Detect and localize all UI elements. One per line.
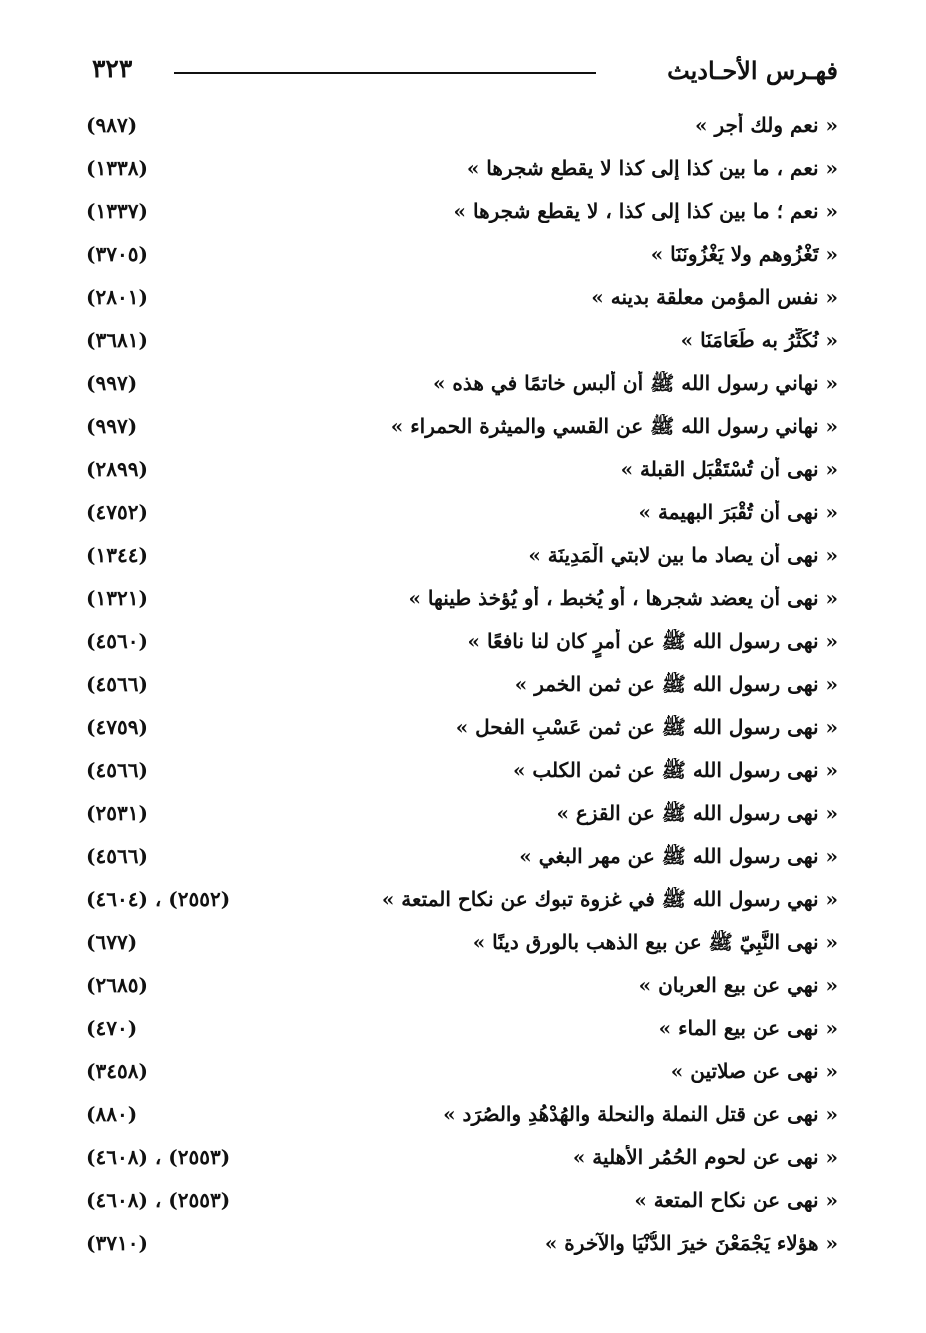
hadith-text: « نهاني رسول الله ﷺ عن القسي والميثرة الحمراء » bbox=[390, 414, 838, 438]
hadith-number-ref: (٤٧٥٩) bbox=[86, 715, 148, 739]
hadith-number-ref: (٤٥٦٦) bbox=[86, 844, 148, 868]
hadith-number-ref: (٣٤٥٨) bbox=[86, 1059, 148, 1083]
hadith-number-ref: (٤٧٥٢) bbox=[86, 500, 148, 524]
hadith-number-ref: (٣٧١٠) bbox=[86, 1231, 148, 1255]
hadith-number-ref: (٩٩٧) bbox=[86, 371, 138, 395]
hadith-number-ref: (٢٥٥٣) ، (٤٦٠٨) bbox=[86, 1188, 231, 1212]
hadith-number-ref: (٢٥٣١) bbox=[86, 801, 148, 825]
hadith-text: « نهي رسول الله ﷺ في غزوة تبوك عن نكاح المتعة » bbox=[381, 887, 838, 911]
index-entry bbox=[86, 320, 838, 363]
index-entry bbox=[86, 406, 838, 449]
hadith-text: « نهى عن بيع الماء » bbox=[658, 1016, 838, 1040]
hadith-text: « نهى عن صلاتين » bbox=[670, 1059, 838, 1083]
index-entry bbox=[86, 191, 838, 234]
hadith-text: « نهى أن تُسْتَقْبَل القبلة » bbox=[620, 457, 838, 481]
hadith-number-ref: (٢٨٠١) bbox=[86, 285, 148, 309]
hadith-text: « نهى رسول الله ﷺ عن ثمن الكلب » bbox=[512, 758, 838, 782]
hadith-text: « هؤلاء يَجْمَعْنَ خيرَ الدُّنْيَا والآخرة » bbox=[544, 1231, 838, 1255]
hadith-number-ref: (٦٧٧) bbox=[86, 930, 138, 954]
hadith-number-ref: (٩٨٧) bbox=[86, 113, 138, 137]
hadith-text: « نعم ، ما بين كذا إلى كذا لا يقطع شجرها » bbox=[466, 156, 838, 180]
hadith-number-ref: (٢٦٨٥) bbox=[86, 973, 148, 997]
page-number: ٣٢٣ bbox=[92, 54, 133, 83]
hadith-text: « نهى عن قتل النملة والنحلة والهُدْهُدِ والصُرَد » bbox=[443, 1102, 838, 1126]
index-entry bbox=[86, 621, 838, 664]
index-entry bbox=[86, 750, 838, 793]
hadith-text: « نهى النَّبِيّ ﷺ عن بيع الذهب بالورق دينًا » bbox=[472, 930, 838, 954]
hadith-text: « نهى أن يعضد شجرها ، أو يُخبط ، أو يُؤخذ طينها » bbox=[408, 586, 838, 610]
hadith-text: « نهى رسول الله ﷺ عن ثمن عَسْبِ الفحل » bbox=[455, 715, 838, 739]
hadith-text: « نهى عن لحوم الحُمُر الأهلية » bbox=[572, 1145, 838, 1169]
hadith-index-list bbox=[86, 105, 838, 1266]
hadith-text: « نهى رسول الله ﷺ عن أمرٍ كان لنا نافعًا » bbox=[467, 629, 838, 653]
hadith-text: « نهى رسول الله ﷺ عن ثمن الخمر » bbox=[514, 672, 838, 696]
hadith-number-ref: (٢٥٥٣) ، (٤٦٠٨) bbox=[86, 1145, 231, 1169]
hadith-number-ref: (١٣٢١) bbox=[86, 586, 148, 610]
index-entry bbox=[86, 664, 838, 707]
hadith-number-ref: (٢٨٩٩) bbox=[86, 457, 148, 481]
index-entry bbox=[86, 922, 838, 965]
index-entry bbox=[86, 535, 838, 578]
hadith-text: « نهى رسول الله ﷺ عن مهر البغي » bbox=[519, 844, 838, 868]
hadith-number-ref: (٢٥٥٢) ، (٤٦٠٤) bbox=[86, 887, 231, 911]
hadith-text: « نهى أن تُقْبَرَ البهيمة » bbox=[638, 500, 838, 524]
index-entry bbox=[86, 1008, 838, 1051]
hadith-text: « نفس المؤمن معلقة بدينه » bbox=[591, 285, 838, 309]
index-entry bbox=[86, 578, 838, 621]
index-entry bbox=[86, 1137, 838, 1180]
hadith-number-ref: (٣٦٨١) bbox=[86, 328, 148, 352]
hadith-text: « نهاني رسول الله ﷺ أن ألبس خاتمًا في هذه » bbox=[432, 371, 838, 395]
header-title: فهـرس الأحـاديث bbox=[667, 56, 838, 85]
index-entry bbox=[86, 965, 838, 1008]
hadith-number-ref: (١٣٤٤) bbox=[86, 543, 148, 567]
index-entry bbox=[86, 363, 838, 406]
hadith-text: « نعم ولك أجر » bbox=[695, 113, 838, 137]
index-entry bbox=[86, 1094, 838, 1137]
index-entry bbox=[86, 879, 838, 922]
index-entry bbox=[86, 707, 838, 750]
index-entry bbox=[86, 1180, 838, 1223]
header-rule bbox=[174, 72, 596, 74]
hadith-number-ref: (٤٥٦٦) bbox=[86, 758, 148, 782]
hadith-text: « نُكَثِّرُ به طَعَامَنَا » bbox=[680, 328, 838, 352]
index-entry bbox=[86, 449, 838, 492]
page-header bbox=[92, 54, 838, 94]
index-entry bbox=[86, 1051, 838, 1094]
hadith-number-ref: (١٣٣٧) bbox=[86, 199, 148, 223]
hadith-text: « نعم ؛ ما بين كذا إلى كذا ، لا يقطع شجرها » bbox=[453, 199, 838, 223]
index-entry bbox=[86, 277, 838, 320]
hadith-number-ref: (٤٥٦٠) bbox=[86, 629, 148, 653]
index-entry bbox=[86, 234, 838, 277]
hadith-number-ref: (٤٧٠) bbox=[86, 1016, 138, 1040]
hadith-text: « نهى رسول الله ﷺ عن القزع » bbox=[556, 801, 838, 825]
index-entry bbox=[86, 492, 838, 535]
hadith-number-ref: (٩٩٧) bbox=[86, 414, 138, 438]
hadith-text: « نهى عن نكاح المتعة » bbox=[634, 1188, 838, 1212]
index-entry bbox=[86, 793, 838, 836]
hadith-text: « نهي عن بيع العربان » bbox=[638, 973, 838, 997]
index-entry bbox=[86, 105, 838, 148]
index-entry bbox=[86, 148, 838, 191]
hadith-number-ref: (٣٧٠٥) bbox=[86, 242, 148, 266]
hadith-text: « تَغْزُوهم ولا يَغْزُونَنَا » bbox=[650, 242, 838, 266]
hadith-number-ref: (٨٨٠) bbox=[86, 1102, 138, 1126]
index-entry bbox=[86, 1223, 838, 1266]
hadith-number-ref: (٤٥٦٦) bbox=[86, 672, 148, 696]
index-entry bbox=[86, 836, 838, 879]
hadith-number-ref: (١٣٣٨) bbox=[86, 156, 148, 180]
hadith-text: « نهى أن يصاد ما بين لابتي الْمَدِينَة » bbox=[528, 543, 838, 567]
